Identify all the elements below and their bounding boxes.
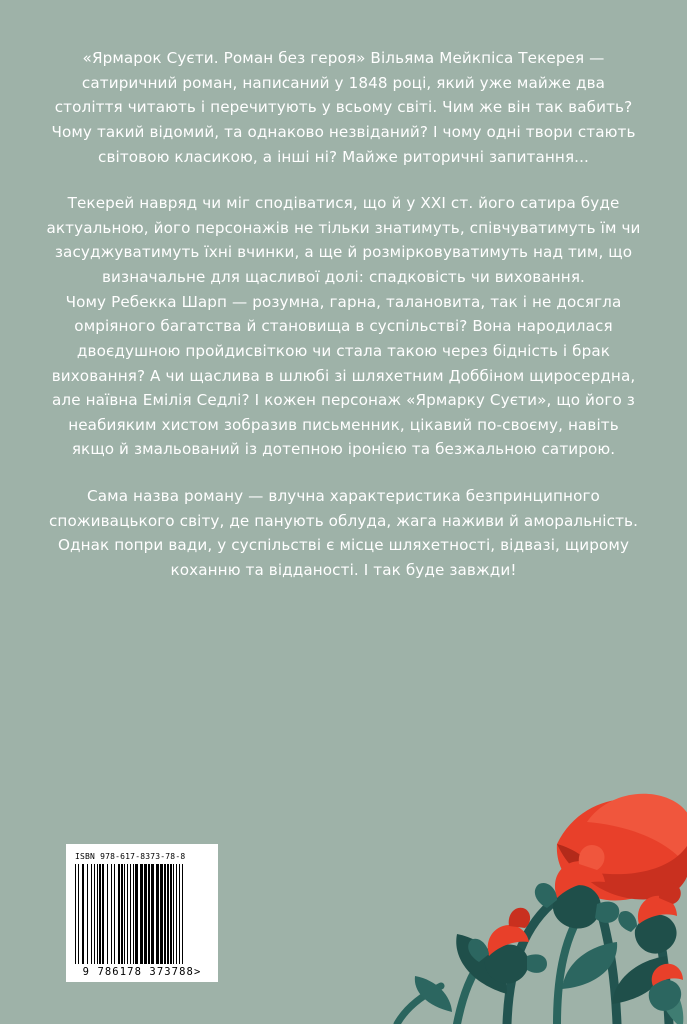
barcode-number: 9 786178 373788 [82, 966, 194, 978]
isbn-label: ISBN 978-617-8373-78-8 [75, 852, 186, 861]
blurb-paragraph: «Ярмарок Суєти. Роман без героя» Вільяма Мейкпіса Текерея — сатиричний роман, написаний у 1848 році, який уже майже два століття читають і перечитують у всьому світі. Чим же він так вабить? Чому такий відомий, та однаково незвіданий? І чому одні твори стають світовою класикою, а інші ні? Майже риторичні запитання... [51, 49, 636, 166]
barcode-digits [73, 966, 211, 978]
blurb-paragraph: Сама назва роману — влучна характеристика безпринципного споживацького світу, де панують облуда, жага наживи й аморальність. Однак попри вади, у суспільстві є місце шляхетності, відвазі, щирому коханню та відданості. І так буде завжди! [48, 487, 639, 579]
isbn-barcode [66, 844, 218, 982]
blurb-paragraph: Текерей навряд чи міг сподіватися, що й у XXI ст. його сатира буде актуальною, його персонажів не тільки знатимуть, співчуватимуть їм чи засуджуватимуть їхні вчинки, а ще й розмірковуватимуть над тим, що визначальне для щасливої долі: спадковість чи виховання. [46, 194, 641, 286]
blurb-paragraph: Чому Ребекка Шарп — розумна, гарна, талановита, так і не досягла омріяного багатства й становища в суспільстві? Вона народилася двоєдушною пройдисвіткою чи стала такою через бідність і брак виховання? А чи щаслива в шлюбі зі шляхетним Доббіном щиросердна, але наївна Емілія Седлі? І кожен персонаж «Ярмарку Суєти», що його з неабияким хистом зобразив письменник, цікавий по-своєму, навіть якщо й змальований із дотепною іронією та безжальною сатирою. [51, 292, 636, 459]
barcode-icon [75, 864, 209, 964]
back-cover-blurb [0, 46, 687, 583]
barcode-addon: > [193, 966, 202, 978]
poppy-flowers-illustration [257, 694, 687, 1024]
